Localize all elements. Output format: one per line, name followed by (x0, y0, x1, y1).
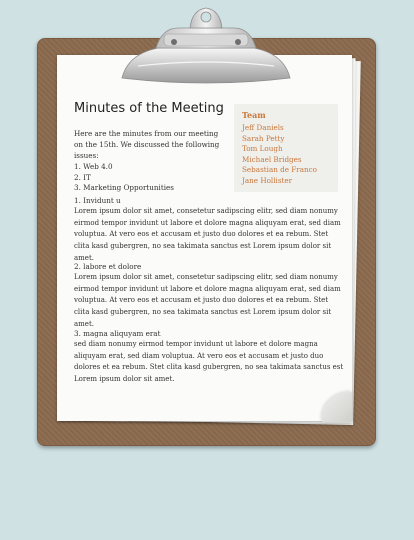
team-member: Jane Hollister (242, 175, 293, 185)
team-title: Team (242, 110, 266, 120)
section-3 (74, 329, 344, 386)
team-member: Sebastian de Franco (242, 165, 317, 175)
section-body: sed diam nonumy eirmod tempor invidunt ut labore et dolore magna aliquyam erat, sed diam voluptua. At vero eos et accusam et justo duo dolores et ea rebum. Stet clita kasd gubergren, no sea takimata sanctus est Lorem ipsum dolor sit amet. (74, 340, 344, 384)
team-member: Michael Bridges (242, 154, 302, 164)
team-member: Sarah Petty (242, 133, 285, 143)
clipboard-clip-icon (118, 4, 294, 84)
issue-item: 1. Web 4.0 (74, 162, 113, 171)
section-heading: 3. magna aliquyam erat (74, 329, 161, 338)
section-heading: 1. Invidunt u (74, 196, 121, 205)
section-body: Lorem ipsum dolor sit amet, consetetur sadipscing elitr, sed diam nonumy eirmod tempor invidunt ut labore et dolore magna aliquyam erat, sed diam voluptua. At vero eos et accusam et justo duo dolores et ea rebum. Stet clita kasd gubergren, no sea takimata sanctus est Lorem ipsum dolor sit amet. (74, 207, 341, 262)
team-box (234, 104, 338, 192)
issue-item: 3. Marketing Opportunities (74, 183, 174, 193)
team-member: Jeff Daniels (242, 123, 284, 132)
section-body: Lorem ipsum dolor sit amet, consetetur sadipscing elitr, sed diam nonumy eirmod tempor invidunt ut labore et dolore magna aliquyam erat, sed diam voluptua. At vero eos et accusam et justo duo dolores et ea rebum. Stet clita kasd gubergren, no sea takimata sanctus est Lorem ipsum dolor sit amet. (74, 273, 341, 328)
section-2 (74, 262, 344, 331)
issues-list (74, 162, 174, 194)
intro-text: Here are the minutes from our meeting on the 15th. We discussed the following issues: (74, 129, 220, 160)
page-title: Minutes of the Meeting (74, 101, 224, 116)
section-1 (74, 196, 344, 265)
issue-item: 2. IT (74, 172, 91, 182)
team-member: Tom Lough (242, 144, 283, 154)
section-heading: 2. labore et dolore (74, 262, 142, 271)
team-list (242, 123, 317, 187)
